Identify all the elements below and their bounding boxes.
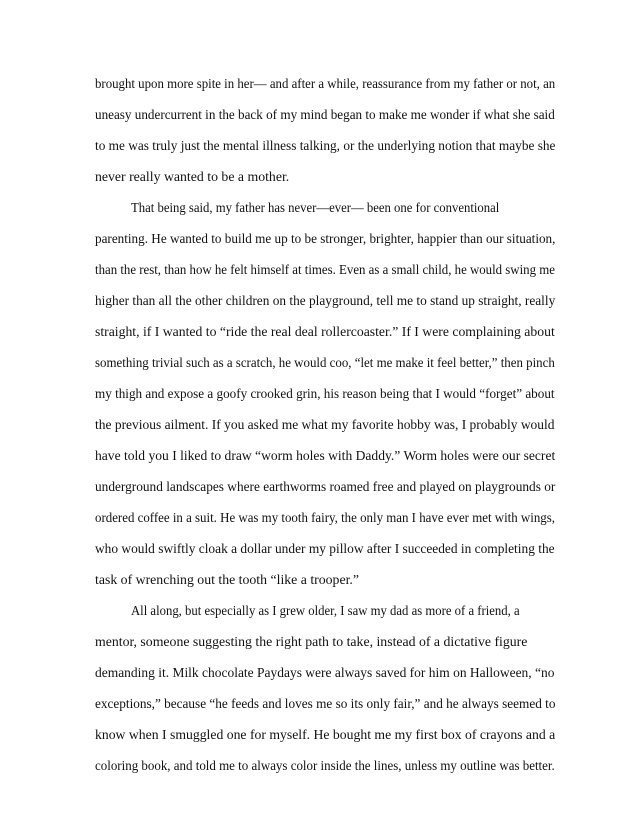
text-line: underground landscapes where earthworms roamed free and played on playgrounds or (95, 479, 556, 494)
text-line: have told you I liked to draw “worm holes with Daddy.” Worm holes were our secret (95, 448, 556, 463)
text-line: know when I smuggled one for myself. He bought me my first box of crayons and a (95, 727, 556, 742)
text-line: brought upon more spite in her— and after a while, reassurance from my father or not, an (95, 76, 556, 91)
text-line: exceptions,” because “he feeds and loves me so its only fair,” and he always seemed to (95, 696, 556, 711)
text-line: straight, if I wanted to “ride the real deal rollercoaster.” If I were complaining about (95, 324, 555, 339)
paragraph-first-line: That being said, my father has never—ever— been one for conventional (131, 200, 500, 215)
text-line: coloring book, and told me to always color inside the lines, unless my outline was better. (95, 758, 555, 773)
text-line: task of wrenching out the tooth “like a trooper.” (95, 572, 359, 587)
text-line: to me was truly just the mental illness talking, or the underlying notion that maybe she (95, 138, 556, 153)
text-line: uneasy undercurrent in the back of my mind began to make me wonder if what she said (95, 107, 555, 122)
text-line: something trivial such as a scratch, he would coo, “let me make it feel better,” then pinch (95, 355, 555, 370)
text-line: higher than all the other children on the playground, tell me to stand up straight, really (95, 293, 556, 308)
text-line: who would swiftly cloak a dollar under my pillow after I succeeded in completing the (95, 541, 555, 556)
text-line: ordered coffee in a suit. He was my tooth fairy, the only man I have ever met with wings, (95, 510, 555, 525)
text-line: the previous ailment. If you asked me what my favorite hobby was, I probably would (95, 417, 555, 432)
text-line: than the rest, than how he felt himself at times. Even as a small child, he would swing me (95, 262, 555, 277)
paragraph-first-line: All along, but especially as I grew older, I saw my dad as more of a friend, a (131, 603, 520, 618)
text-line: my thigh and expose a goofy crooked grin, his reason being that I would “forget” about (95, 386, 555, 401)
text-line: mentor, someone suggesting the right path to take, instead of a dictative figure (95, 634, 528, 649)
text-line: parenting. He wanted to build me up to be stronger, brighter, happier than our situation, (95, 231, 556, 246)
text-line: never really wanted to be a mother. (95, 169, 290, 184)
text-line: demanding it. Milk chocolate Paydays were always saved for him on Halloween, “no (95, 665, 555, 680)
